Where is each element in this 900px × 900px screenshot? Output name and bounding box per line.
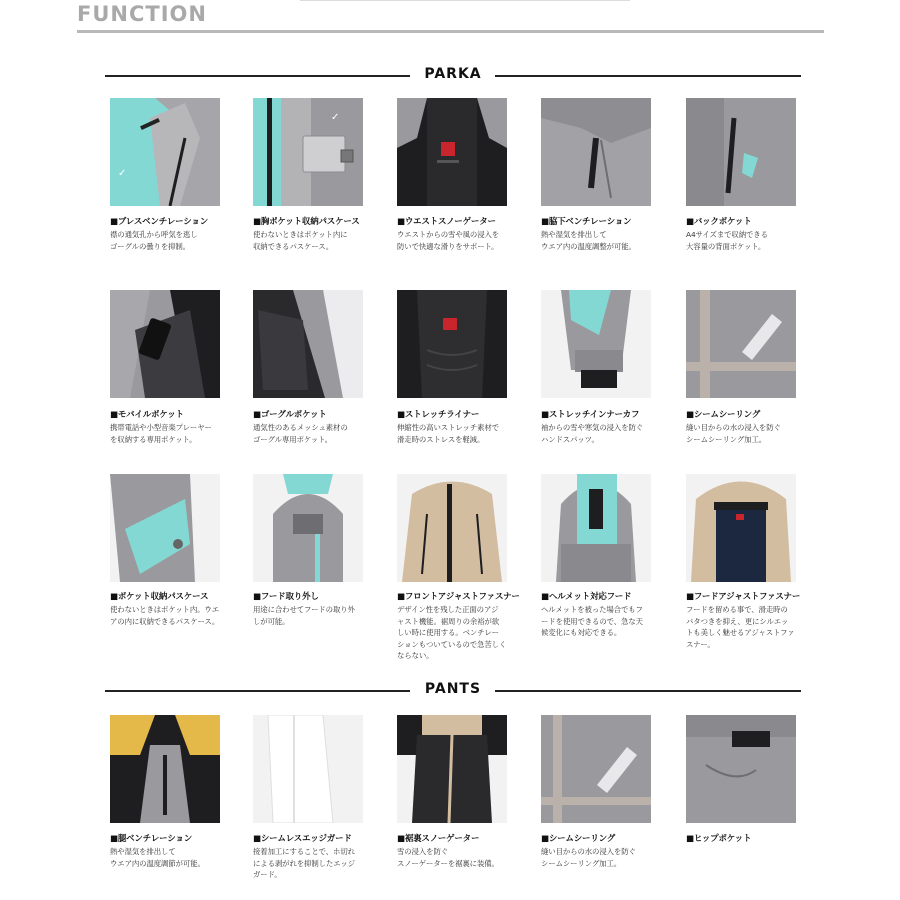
feature-title: ■ブレスベンチレーション — [110, 217, 209, 227]
feature-description: 携帯電話や小型音楽プレーヤー を収納する専用ポケット。 — [110, 423, 212, 444]
feature-title: ■ゴーグルポケット — [253, 410, 327, 420]
feature-title: ■裾裏スノーゲーター — [397, 834, 480, 844]
section-rule-right — [495, 690, 801, 692]
photo-pants-seam — [541, 715, 651, 823]
photo-chest-pocket — [253, 98, 363, 206]
svg-text:✓: ✓ — [331, 112, 340, 123]
feature-title: ■フードアジャストファスナー — [686, 592, 801, 602]
feature-description: ウエストからの雪や風の浸入を 防いで快適な滑りをサポート。 — [397, 230, 500, 251]
photo-removable-hood — [253, 474, 363, 582]
photo-hem-gaiter — [397, 715, 507, 823]
feature-description: 熱や湿気を排出して ウエア内の温度調節が可能。 — [110, 847, 205, 868]
section-header-pants — [105, 681, 801, 699]
feature-description: 縫い目からの水の浸入を防ぐ シームシーリング加工。 — [541, 847, 636, 868]
photo-collar-vent — [110, 98, 220, 206]
feature-description: 通気性のあるメッシュ素材の ゴーグル専用ポケット。 — [253, 423, 348, 444]
section-label-parka: PARKA — [424, 66, 482, 82]
feature-description: 使わないときはポケット内。ウエ アの内に収納できるパスケース。 — [110, 605, 220, 626]
photo-inner-cuff — [541, 290, 651, 398]
photo-thigh-vent — [110, 715, 220, 823]
photo-sleeve-pass-case — [110, 474, 220, 582]
feature-title: ■腿ベンチレーション — [110, 834, 193, 844]
feature-title: ■ストレッチインナーカフ — [541, 410, 640, 420]
feature-description: ヘルメットを被った場合でもフ ードを使用できるので、急な天 候変化にも対応できる。 — [541, 605, 643, 637]
photo-seam-sealing — [686, 290, 796, 398]
feature-title: ■ヘルメット対応フード — [541, 592, 632, 602]
feature-description: 用途に合わせてフードの取り外 しが可能。 — [253, 605, 355, 626]
photo-back-pocket — [686, 98, 796, 206]
feature-description: 接着加工にすることで、ホ切れ による剥がれを抑制したエッジ ガード。 — [253, 847, 355, 879]
photo-stretch-liner — [397, 290, 507, 398]
photo-mobile-pocket — [110, 290, 220, 398]
photo-waist-gaiter — [397, 98, 507, 206]
feature-description: 伸縮性の高いストレッチ素材で 滑走時のストレスを軽減。 — [397, 423, 499, 444]
feature-description: フードを留める事で、滑走時の バタつきを抑え、更にシルエッ トも美しく魅せるアジャストファ スナー。 — [686, 605, 795, 649]
feature-title: ■脇下ベンチレーション — [541, 217, 632, 227]
feature-description: 雪の浸入を防ぐ スノーゲーターを裾裏に装備。 — [397, 847, 499, 868]
header-rule — [77, 30, 824, 33]
feature-description: デザイン性を残した正面のアジ ャスト機能。裾周りの余裕が欲 しい時に使用する。ベンチレー ションもついているので急苦しく ならない。 — [397, 605, 507, 660]
feature-title: ■ポケット収納パスケース — [110, 592, 209, 602]
feature-description: 襟の通気孔から呼気を逃し ゴーグルの曇りを抑制。 — [110, 230, 198, 251]
feature-title: ■シームシーリング — [541, 834, 616, 844]
feature-title: ■シームシーリング — [686, 410, 761, 420]
photo-goggle-pocket — [253, 290, 363, 398]
photo-hip-pocket — [686, 715, 796, 823]
feature-title: ■胸ポケット収納パスケース — [253, 217, 360, 227]
photo-front-adjust — [397, 474, 507, 582]
photo-underarm-vent — [541, 98, 651, 206]
section-header-parka — [105, 66, 801, 84]
photo-edge-guard — [253, 715, 363, 823]
feature-description: A4サイズまで収納できる 大容量の背面ポケット。 — [686, 230, 768, 251]
feature-title: ■ウエストスノーゲーター — [397, 217, 496, 227]
feature-title: ■ストレッチライナー — [397, 410, 480, 420]
feature-title: ■シームレスエッジガード — [253, 834, 352, 844]
feature-title: ■フード取り外し — [253, 592, 319, 602]
photo-helmet-hood — [541, 474, 651, 582]
feature-title: ■フロントアジャストファスナー — [397, 592, 520, 602]
section-rule-right — [495, 75, 801, 77]
feature-title: ■ヒップポケット — [686, 834, 752, 844]
feature-title: ■バックポケット — [686, 217, 752, 227]
feature-description: 縫い目からの水の浸入を防ぐ シームシーリング加工。 — [686, 423, 781, 444]
feature-title: ■モバイルポケット — [110, 410, 184, 420]
section-label-pants: PANTS — [424, 681, 482, 697]
feature-description: 袖からの雪や寒気の浸入を防ぐ ハンドスパッツ。 — [541, 423, 644, 444]
photo-hood-adjust — [686, 474, 796, 582]
svg-text:✓: ✓ — [118, 168, 127, 179]
feature-description: 使わないときはポケット内に 収納できるパスケース。 — [253, 230, 348, 251]
feature-description: 熱や湿気を排出して ウエア内の温度調整が可能。 — [541, 230, 636, 251]
header-top-rule — [300, 0, 630, 1]
page-title: FUNCTION — [77, 2, 207, 26]
